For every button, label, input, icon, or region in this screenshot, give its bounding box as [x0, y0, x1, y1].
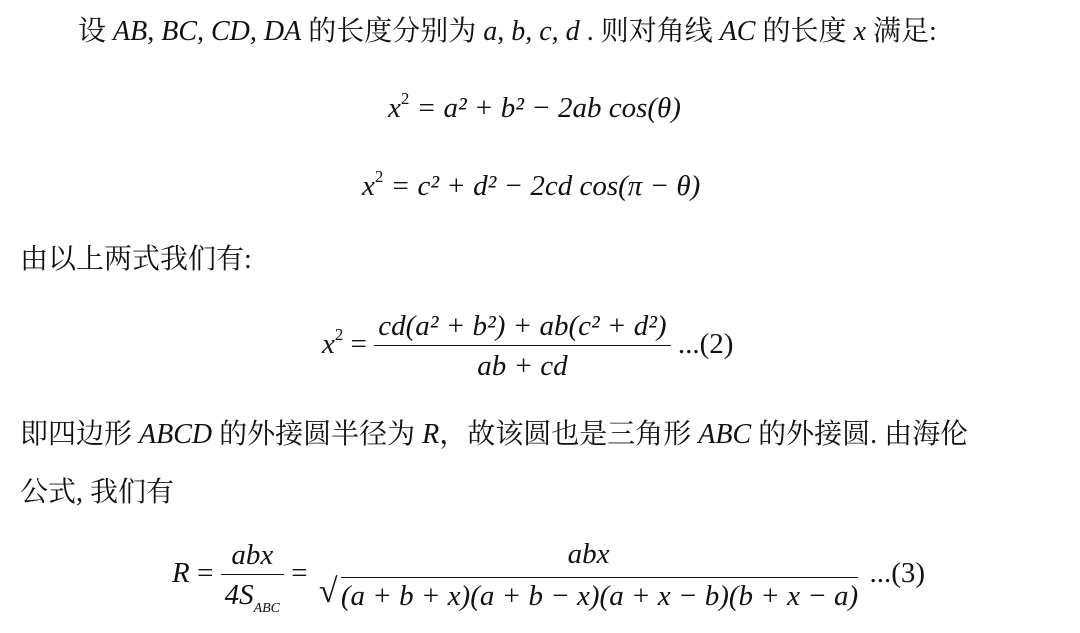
- side-names: AB, BC, CD, DA: [113, 16, 302, 47]
- side-variables: a, b, c, d: [483, 16, 580, 47]
- diagonal-variable: x: [853, 16, 866, 47]
- heron-intro: 公式, 我们有: [20, 477, 175, 508]
- derivation-intro: 由以上两式我们有:: [20, 244, 252, 275]
- equation-circumradius: R = $\frac{\text{abx}}{4S_{ABC}}$ = abx √ (a + b + x)(a + b − x)(a + x − b)(b + x − a) ...(3): [172, 538, 926, 616]
- eq3-denominator: ab + cd: [374, 345, 670, 383]
- intro-paragraph: [78, 12, 937, 52]
- diagonal-name: AC: [719, 16, 756, 47]
- square-root: [318, 573, 859, 613]
- area-symbol: 4S: [224, 579, 254, 611]
- eq4-tag: ...(3): [869, 557, 926, 590]
- p3-text: 即四边形: [20, 419, 140, 450]
- p3-text-end: 的外接圆. 由海伦: [751, 419, 969, 450]
- radius-variable: R: [422, 419, 440, 450]
- intro-text-post: . 则对角线: [579, 16, 720, 47]
- eq2-lhs: x: [362, 170, 375, 202]
- eq3-numerator: cd(a² + b²) + ab(c² + d²): [378, 310, 667, 342]
- quadrilateral-name: ABCD: [139, 419, 213, 450]
- intro-text-mid: 的长度分别为: [301, 16, 484, 47]
- eq4-denominator-1: [221, 574, 284, 616]
- area-subscript: ABC: [253, 601, 281, 616]
- eq4-numerator-2: abx: [567, 538, 610, 570]
- eq3-tag: ...(2): [677, 328, 734, 361]
- eq1-rhs: = a² + b² − 2ab cos(θ): [416, 92, 681, 124]
- eq4-lhs: R: [172, 557, 190, 590]
- p3-text-mid2: ，故该圆也是三角形: [439, 419, 699, 450]
- equation-law-of-cosines-2: $x^2 = c^2 + d^2 - 2cd$ cos(π − θ): [362, 167, 701, 202]
- eq3-fraction: [374, 310, 670, 383]
- eq4-fraction-1: [221, 539, 284, 616]
- equation-law-of-cosines-1: $x^2 = a^2 + b^2 - 2ab$ cos(θ): [388, 89, 681, 124]
- equation-diagonal-squared: $x^2$ = $\frac{\text{cd(a² + b²) + ab(c² + d²)}}{ab + cd}$ ...(2): [322, 310, 734, 382]
- circumradius-paragraph: [20, 415, 968, 455]
- intro-text-post2: 的长度: [755, 16, 854, 47]
- eq1-lhs: x: [388, 92, 401, 124]
- radical-sign-icon: √: [318, 573, 338, 610]
- eq4-fraction-2: [315, 538, 862, 613]
- eq4-numerator-1: abx: [231, 539, 274, 571]
- eq2-rhs: = c² + d² − 2cd cos(π − θ): [390, 170, 701, 202]
- eq3-lhs: x: [322, 328, 335, 361]
- p3-text-mid: 的外接圆半径为: [212, 419, 423, 450]
- heron-product: (a + b + x)(a + b − x)(a + x − b)(b + x − a): [341, 577, 858, 613]
- intro-text: 设: [78, 16, 114, 47]
- intro-text-end: 满足:: [865, 16, 937, 47]
- eq4-denominator-2: [315, 573, 862, 613]
- triangle-name: ABC: [698, 419, 752, 450]
